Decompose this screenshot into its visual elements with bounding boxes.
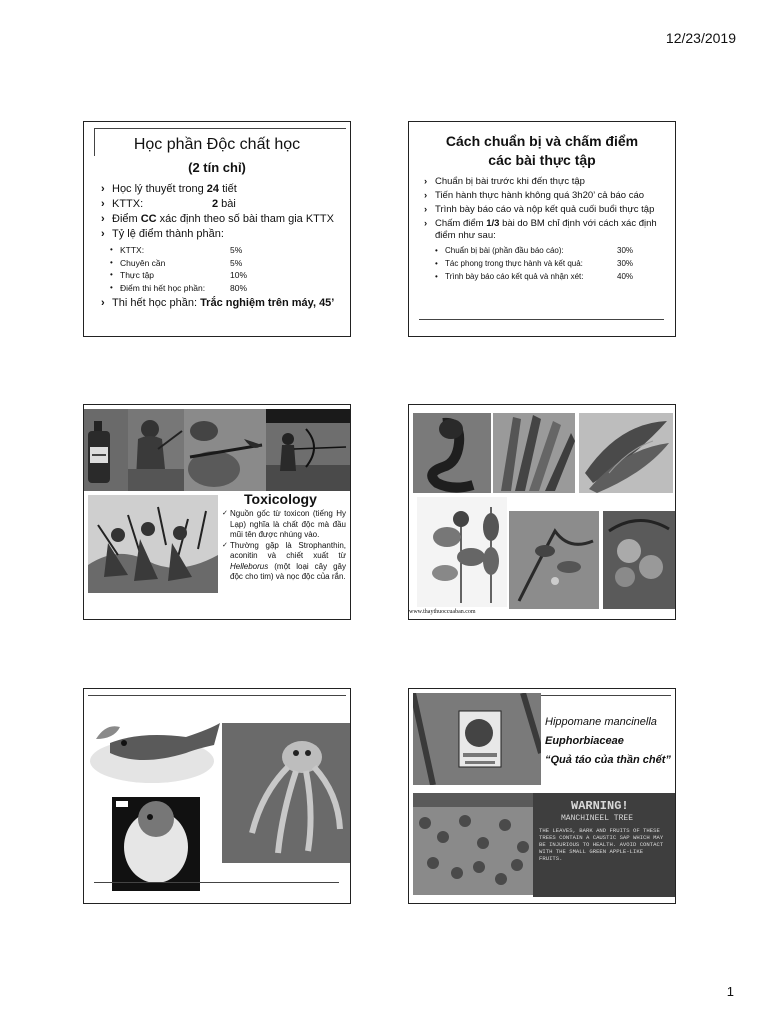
slide-toxicology: [83, 404, 351, 620]
bullet-theory: › Học lý thuyết trong 24 tiết: [96, 182, 346, 197]
hunter-image: [128, 409, 184, 491]
bullet-weights: › Tỷ lệ điểm thành phần: • KTTX: 5% • Chuyên cần 5% • Thực tập 10% • Điểm thi hết học phần: 80%: [96, 227, 346, 294]
component-row: • Thực tập 10%: [102, 269, 346, 282]
battle-engraving-image: [88, 495, 218, 593]
page-number: 1: [726, 984, 734, 999]
bullet-exam: › Thi hết học phần: Trắc nghiệm trên máy, 45’: [96, 296, 346, 311]
criteria-row: • Tác phong trong thực hành và kết quả: 30%: [427, 257, 669, 270]
bullet-prepare: › Chuẩn bị bài trước khi đến thực tập: [419, 176, 669, 188]
cassava-image: [579, 413, 673, 493]
bullet-kttx: › KTTX: 2 bài: [96, 197, 346, 212]
component-row: • Điểm thi hết học phần: 80%: [102, 282, 346, 295]
plant-stem-image: [509, 511, 599, 609]
manchineel-warning-sign: [533, 793, 675, 897]
slide-poison-plants: [408, 404, 676, 620]
criteria-row: • Chuẩn bị bài (phần đầu báo cáo): 30%: [427, 244, 669, 257]
bullet-cc: › Điểm CC xác định theo số bài tham gia KTTX: [96, 212, 346, 227]
slide-title: Cách chuẩn bị và chấm điểm các bài thực tập: [445, 133, 639, 168]
slide-course-info: [83, 121, 351, 337]
slide-practice-grading: [408, 121, 676, 337]
component-row: • KTTX: 5%: [102, 244, 346, 257]
slide-manchineel: [408, 688, 676, 904]
cobra-image: [413, 413, 491, 493]
slide-decoration: [94, 128, 346, 129]
sign-title: WARNING!: [571, 799, 629, 813]
slide-decoration: [419, 319, 664, 320]
criteria-row: • Trình bày báo cáo kết quả và nhận xét: 40%: [427, 270, 669, 283]
sign-body: THE LEAVES, BARK AND FRUITS OF THESE TREES CONTAIN A CAUSTIC SAP WHICH MAY BE INJURIOUS TO HEALTH. AVOID CONTACT WITH THE SMALL GREEN APPLE-LIKE FRUITS.: [539, 827, 664, 862]
header-date: 12/23/2019: [665, 30, 736, 46]
slide-title: Toxicology: [244, 491, 317, 507]
bullet-grading: › Chấm điểm 1/3 bài do BM chỉ định với cách xác định điểm như sau: • Chuẩn bị bài (phần đầu báo cáo): 30% • Tác phong trong thực hành và kết quả: 30% • Trình bày báo cáo kết quả và nhận xét: 40%: [419, 218, 669, 283]
tox-point: ✓ Thường gặp là Strophanthin, aconitin và chiết xuất từ Helleborus (một loại cây gây độc cho tim) và nọc độc của rắn.: [222, 541, 346, 583]
slide-subtitle: (2 tín chỉ): [188, 160, 246, 175]
pufferfish-dish-image: [90, 709, 222, 791]
bullet-report: › Trình bày báo cáo và nộp kết quả cuối buổi thực tập: [419, 204, 669, 216]
fruit-plant-image: [603, 511, 675, 609]
family-name: Euphorbiaceae: [545, 735, 624, 747]
archer-image: [266, 409, 350, 491]
component-row: • Chuyên cần 5%: [102, 257, 346, 270]
slide-toxic-animals: [83, 688, 351, 904]
inflated-pufferfish-image: [112, 797, 200, 891]
latin-name: Hippomane mancinella: [545, 716, 657, 728]
warning-sign-tree-image: [413, 693, 541, 785]
sign-subtitle: MANCHINEEL TREE: [561, 814, 634, 823]
fallen-fruits-image: [413, 793, 533, 895]
plant-illustration-image: [417, 497, 507, 607]
octopus-image: [222, 723, 351, 863]
slide-title: Học phần Độc chất học: [133, 136, 301, 153]
nickname: “Quả táo của thần chết”: [545, 754, 671, 766]
bamboo-shoots-image: [493, 413, 575, 493]
source-url: www.thaythuoccuaban.com: [409, 609, 476, 615]
poison-bottle-image: [84, 409, 128, 491]
dart-tip-image: [184, 409, 266, 491]
bullet-duration: › Tiến hành thực hành không quá 3h20’ cả báo cáo: [419, 190, 669, 202]
slide-decoration: [94, 882, 339, 883]
slide-decoration: [88, 695, 346, 696]
tox-point: ✓ Nguồn gốc từ toxicon (tiếng Hy Lạp) nghĩa là chất độc mà đầu mũi tên được nhúng vào.: [222, 509, 346, 541]
